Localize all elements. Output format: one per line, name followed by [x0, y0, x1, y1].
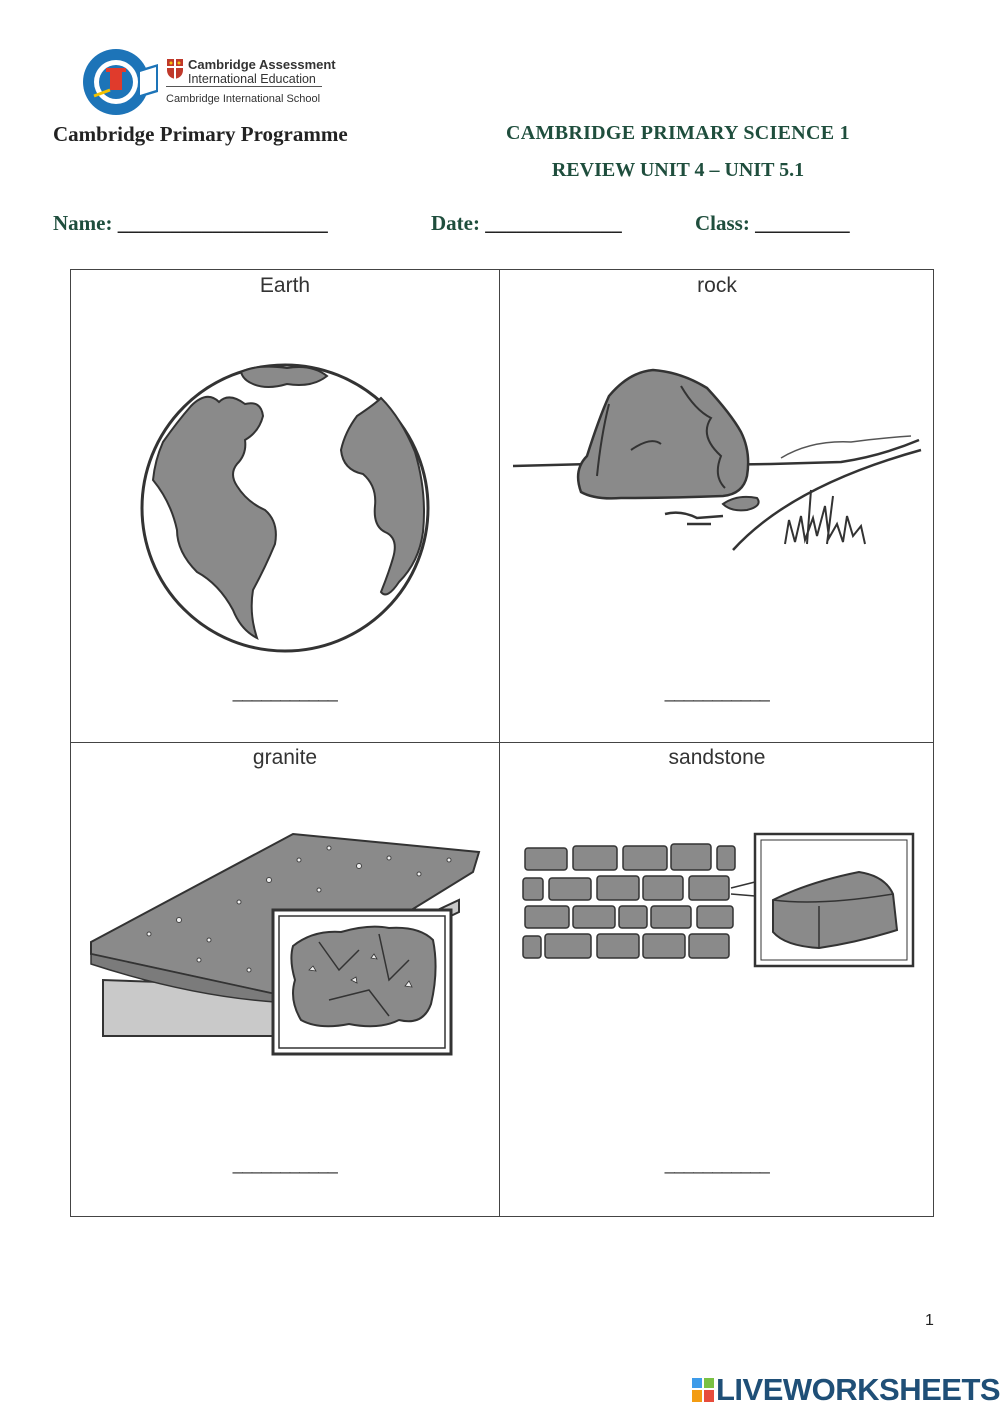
cambridge-crest-icon — [166, 58, 184, 80]
granite-slab-icon — [89, 830, 485, 1058]
earth-globe-icon — [137, 362, 433, 654]
name-blank[interactable]: ____________________ — [117, 211, 328, 235]
cambridge-org-text — [188, 58, 336, 86]
rock-boulder-icon — [511, 366, 923, 552]
card-label-earth: Earth — [259, 274, 311, 297]
liveworksheets-logo-icon — [692, 1378, 714, 1402]
date-blank[interactable]: _____________ — [485, 211, 622, 235]
liveworksheets-footer[interactable] — [692, 1372, 1000, 1408]
school-seal-icon — [80, 46, 160, 118]
org-line-3: Cambridge International School — [166, 93, 321, 105]
programme-title: Cambridge Primary Programme — [53, 122, 348, 146]
page-number: 1 — [925, 1312, 934, 1329]
org-line-1: Cambridge Assessment — [188, 57, 336, 72]
liveworksheets-brand: LIVEWORKSHEETS — [716, 1372, 1000, 1407]
date-field[interactable] — [431, 211, 622, 236]
card-label-granite: granite — [252, 746, 318, 769]
card-label-rock: rock — [697, 274, 737, 297]
picture-card-grid — [70, 269, 934, 1217]
answer-blank-earth[interactable]: ___________ — [232, 682, 338, 702]
answer-blank-sandstone[interactable]: ___________ — [664, 1154, 770, 1174]
grid-divider-vertical — [499, 270, 500, 1216]
card-label-sandstone: sandstone — [668, 746, 766, 769]
name-field[interactable] — [53, 211, 328, 236]
answer-blank-rock[interactable]: ___________ — [664, 682, 770, 702]
class-blank[interactable]: _________ — [755, 211, 850, 235]
subject-title: CAMBRIDGE PRIMARY SCIENCE 1 — [506, 122, 850, 144]
unit-title: REVIEW UNIT 4 – UNIT 5.1 — [551, 159, 805, 181]
school-logo-block — [80, 46, 340, 118]
sandstone-wall-icon — [519, 832, 915, 968]
class-label: Class: — [695, 211, 750, 235]
answer-blank-granite[interactable]: ___________ — [232, 1154, 338, 1174]
class-field[interactable] — [695, 211, 850, 236]
grid-divider-horizontal — [71, 742, 933, 743]
logo-divider — [166, 86, 322, 87]
name-label: Name: — [53, 211, 113, 235]
org-line-2: International Education — [188, 72, 316, 86]
date-label: Date: — [431, 211, 480, 235]
